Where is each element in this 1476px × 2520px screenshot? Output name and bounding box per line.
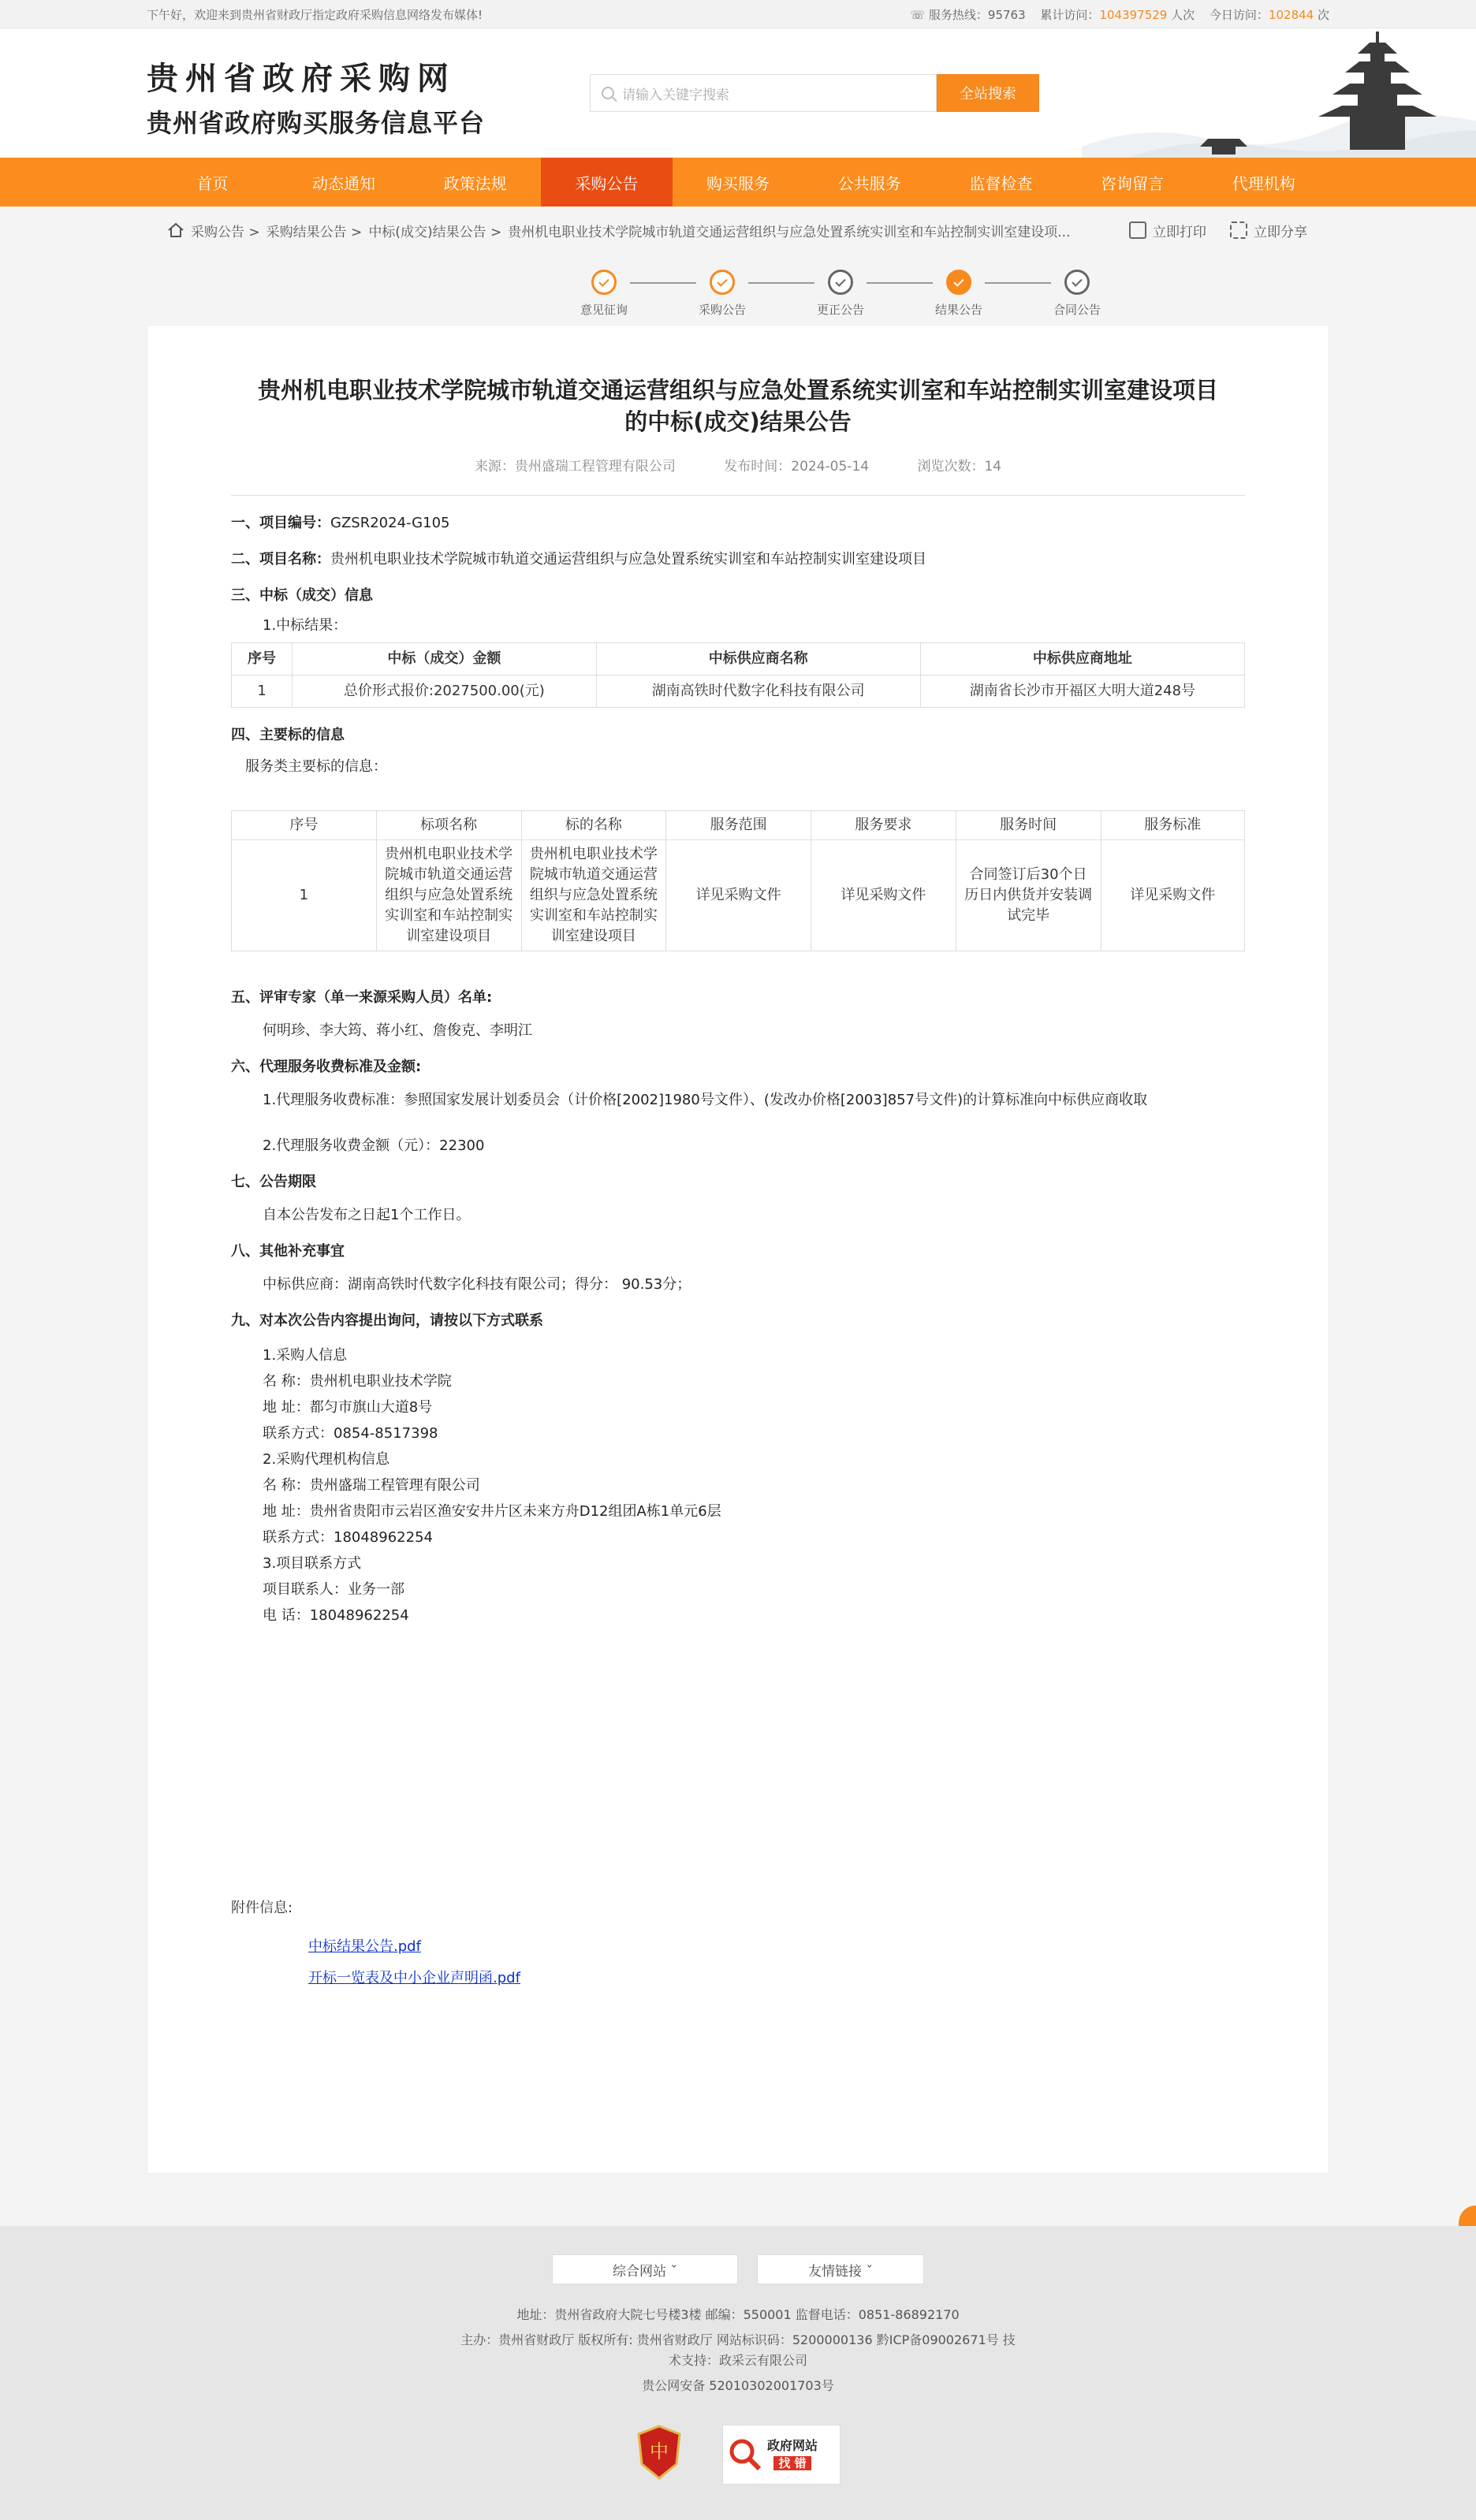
top-bar bbox=[0, 0, 1476, 28]
contact-line: 名 称：贵州机电职业技术学院 bbox=[263, 1373, 452, 1390]
footer-tech-support: 术支持：政采云有限公司 bbox=[668, 2353, 807, 2368]
article-body bbox=[231, 512, 1245, 1629]
expert-list: 何明珍、李大筠、蒋小红、詹俊克、李明江 bbox=[263, 1022, 532, 1039]
friendly-links-dropdown[interactable]: 友情链接 ˇ bbox=[757, 2254, 924, 2284]
main-nav bbox=[0, 158, 1476, 207]
table-cell: 详见采购文件 bbox=[666, 840, 811, 951]
table-cell: 1 bbox=[232, 840, 377, 951]
footer-security-record: 贵公网安备 52010302001703号 bbox=[642, 2378, 834, 2393]
search-icon bbox=[602, 87, 614, 99]
step-4[interactable] bbox=[1038, 270, 1116, 318]
total-visits-label: 累计访问： bbox=[1040, 7, 1100, 22]
table-header-cell: 序号 bbox=[232, 643, 293, 676]
table-cell: 详见采购文件 bbox=[811, 840, 956, 951]
attachment-link-bid-list[interactable]: 开标一览表及中小企业声明函.pdf bbox=[308, 1970, 520, 1986]
total-visits-value: 104397529 bbox=[1099, 7, 1168, 22]
table-cell: 详见采购文件 bbox=[1101, 840, 1245, 951]
qrcode-icon bbox=[1230, 221, 1247, 239]
service-items-label: 服务类主要标的信息： bbox=[245, 758, 387, 775]
breadcrumb-item-results[interactable]: 采购结果公告 > bbox=[266, 224, 363, 240]
phone-icon: ☏ bbox=[910, 7, 926, 22]
section-1-heading: 一、项目编号： bbox=[231, 515, 330, 531]
table-cell: 标项名称 bbox=[376, 811, 521, 840]
printer-icon bbox=[1129, 221, 1146, 239]
search-placeholder: 请输入关键字搜索 bbox=[622, 87, 729, 103]
breadcrumb-item-announcements[interactable]: 采购公告 > bbox=[191, 224, 260, 240]
nav-item-6[interactable]: 监督检查 bbox=[969, 173, 1033, 193]
section-8-heading: 八、其他补充事宜 bbox=[231, 1243, 345, 1260]
contact-info bbox=[231, 1342, 1245, 1629]
supplementary-info: 中标供应商：湖南高铁时代数字化科技有限公司；得分： 90.53分； bbox=[263, 1276, 691, 1293]
logo-subtitle: 贵州省政府购买服务信息平台 bbox=[147, 108, 486, 138]
project-number: GZSR2024-G105 bbox=[330, 515, 450, 531]
notice-period: 自本公告发布之日起1个工作日。 bbox=[263, 1207, 471, 1223]
table-header-cell: 中标供应商地址 bbox=[920, 643, 1244, 676]
print-button[interactable] bbox=[1129, 221, 1206, 240]
share-label: 立即分享 bbox=[1254, 224, 1307, 240]
check-icon bbox=[828, 270, 853, 295]
article-title: 贵州机电职业技术学院城市轨道交通运营组织与应急处置系统实训室和车站控制实训室建设项目的中标(成交)结果公告 bbox=[257, 377, 1218, 435]
footer-sponsor: 主办：贵州省财政厅 版权所有: 贵州省财政厅 网站标识码：5200000136 黔ICP备09002671号 技 bbox=[460, 2332, 1016, 2347]
hotline-value: 95763 bbox=[987, 7, 1026, 22]
attachment-link-result[interactable]: 中标结果公告.pdf bbox=[308, 1938, 421, 1955]
table-header-cell: 中标供应商名称 bbox=[596, 643, 920, 676]
breadcrumb bbox=[147, 207, 1329, 254]
today-visits-unit: 次 bbox=[1317, 7, 1329, 22]
step-label: 意见征询 bbox=[580, 303, 628, 317]
breadcrumb-item-award-results[interactable]: 中标(成交)结果公告 > bbox=[368, 224, 502, 240]
hotline-label: 服务热线： bbox=[928, 7, 988, 22]
step-label: 结果公告 bbox=[934, 303, 982, 317]
table-cell: 1 bbox=[232, 676, 293, 708]
nav-item-1[interactable]: 动态通知 bbox=[312, 173, 375, 193]
contact-line: 1.采购人信息 bbox=[263, 1347, 348, 1364]
table-cell: 湖南省长沙市开福区大明大道248号 bbox=[920, 676, 1244, 708]
contact-line: 联系方式：18048962254 bbox=[263, 1529, 433, 1546]
total-visits-unit: 人次 bbox=[1171, 7, 1195, 22]
table-cell: 标的名称 bbox=[521, 811, 666, 840]
contact-line: 名 称：贵州盛瑞工程管理有限公司 bbox=[263, 1477, 480, 1494]
table-cell: 服务时间 bbox=[956, 811, 1101, 840]
check-icon bbox=[1064, 270, 1090, 295]
table-header-cell: 中标（成交）金额 bbox=[293, 643, 597, 676]
nav-item-3[interactable]: 采购公告 bbox=[541, 158, 673, 207]
nav-item-4[interactable]: 购买服务 bbox=[706, 173, 770, 193]
check-icon bbox=[710, 270, 735, 295]
table-cell: 湖南高铁时代数字化科技有限公司 bbox=[596, 676, 920, 708]
check-icon bbox=[946, 270, 971, 295]
service-items-table bbox=[231, 810, 1245, 951]
print-label: 立即打印 bbox=[1153, 224, 1206, 240]
search-bar bbox=[590, 74, 1039, 112]
home-icon[interactable] bbox=[167, 222, 184, 238]
table-cell: 贵州机电职业技术学院城市轨道交通运营组织与应急处置系统实训室和车站控制实训室建设项目 bbox=[376, 840, 521, 951]
section-6-heading: 六、代理服务收费标准及金额: bbox=[231, 1059, 422, 1075]
award-table bbox=[231, 642, 1245, 708]
table-cell: 服务范围 bbox=[666, 811, 811, 840]
table-cell: 服务标准 bbox=[1101, 811, 1245, 840]
badge-title: 政府网站 bbox=[767, 2438, 818, 2453]
logo-title: 贵州省政府采购网 bbox=[147, 60, 456, 97]
table-cell: 贵州机电职业技术学院城市轨道交通运营组织与应急处置系统实训室和车站控制实训室建设项目 bbox=[521, 840, 666, 951]
section-4-heading: 四、主要标的信息 bbox=[231, 727, 345, 743]
site-header bbox=[0, 28, 1476, 158]
contact-line: 3.项目联系方式 bbox=[263, 1555, 362, 1572]
step-0[interactable] bbox=[565, 270, 643, 318]
step-2[interactable] bbox=[801, 270, 880, 318]
greeting-text: 下午好，欢迎来到贵州省财政厅指定政府采购信息网络发布媒体! bbox=[147, 7, 483, 22]
site-logo[interactable] bbox=[147, 54, 485, 140]
step-3[interactable] bbox=[919, 270, 998, 318]
search-input[interactable] bbox=[590, 74, 937, 112]
party-gov-badge-icon[interactable] bbox=[636, 2425, 683, 2480]
step-label: 合同公告 bbox=[1053, 303, 1101, 317]
article-card bbox=[147, 325, 1329, 2174]
table-cell: 服务要求 bbox=[811, 811, 956, 840]
site-stats bbox=[899, 6, 1329, 23]
step-1[interactable] bbox=[683, 270, 762, 318]
nav-item-7[interactable]: 咨询留言 bbox=[1101, 173, 1165, 193]
nav-item-5[interactable]: 公共服务 bbox=[837, 173, 901, 193]
article-views: 浏览次数：14 bbox=[917, 459, 1002, 475]
table-cell: 总价形式报价:2027500.00(元) bbox=[293, 676, 597, 708]
table-cell: 序号 bbox=[232, 811, 377, 840]
nav-item-2[interactable]: 政策法规 bbox=[443, 173, 507, 193]
contact-line: 地 址：都匀市旗山大道8号 bbox=[263, 1399, 433, 1416]
gov-site-error-report-badge[interactable] bbox=[722, 2425, 840, 2485]
contact-line: 联系方式：0854-8517398 bbox=[263, 1425, 438, 1442]
pavilion-illustration bbox=[1082, 28, 1476, 158]
badge-subtitle: 找 错 bbox=[773, 2456, 811, 2470]
contact-line: 电 话：18048962254 bbox=[263, 1607, 409, 1624]
step-label: 更正公告 bbox=[816, 303, 864, 317]
fee-standard: 1.代理服务收费标准：参照国家发展计划委员会（计价格[2002]1980号文件）、(发改办价格[2003]857号文件)的计算标准向中标供应商收取 bbox=[263, 1092, 1148, 1108]
article-meta bbox=[231, 455, 1245, 496]
section-2-heading: 二、项目名称： bbox=[231, 551, 330, 568]
site-search-button[interactable]: 全站搜索 bbox=[937, 74, 1039, 112]
attachments-label: 附件信息: bbox=[231, 1900, 293, 1916]
table-cell: 合同签订后30个日历日内供货并安装调试完毕 bbox=[956, 840, 1101, 951]
breadcrumb-current: 贵州机电职业技术学院城市轨道交通运营组织与应急处置系统实训室和车站控制实训室建设项... bbox=[508, 224, 1071, 240]
today-visits-label: 今日访问： bbox=[1209, 7, 1269, 22]
project-name: 贵州机电职业技术学院城市轨道交通运营组织与应急处置系统实训室和车站控制实训室建设项目 bbox=[330, 551, 926, 568]
nav-item-8[interactable]: 代理机构 bbox=[1232, 173, 1295, 193]
section-7-heading: 七、公告期限 bbox=[231, 1174, 316, 1190]
award-result-label: 1.中标结果： bbox=[263, 617, 348, 634]
check-icon bbox=[591, 270, 617, 295]
section-9-heading: 九、对本次公告内容提出询问，请按以下方式联系 bbox=[231, 1312, 543, 1329]
section-5-heading: 五、评审专家（单一来源采购人员）名单: bbox=[231, 989, 493, 1006]
svg-text:中: 中 bbox=[650, 2440, 669, 2462]
footer-address: 地址：贵州省政府大院七号楼3楼 邮编：550001 监督电话：0851-86892170 bbox=[516, 2307, 960, 2322]
step-label: 采购公告 bbox=[698, 303, 746, 317]
nav-item-0[interactable]: 首页 bbox=[196, 173, 229, 193]
contact-line: 项目联系人：业务一部 bbox=[263, 1581, 404, 1598]
share-button[interactable] bbox=[1230, 221, 1307, 240]
today-visits-value: 102844 bbox=[1268, 7, 1314, 22]
contact-line: 地 址：贵州省贵阳市云岩区渔安安井片区未来方舟D12组团A栋1单元6层 bbox=[263, 1503, 721, 1520]
process-steps bbox=[147, 254, 1329, 325]
site-footer bbox=[0, 2226, 1476, 2520]
article-date: 发布时间：2024-05-14 bbox=[724, 459, 870, 475]
magnifier-icon bbox=[728, 2437, 762, 2472]
attachments bbox=[231, 1897, 1245, 1994]
fee-amount: 2.代理服务收费金额（元）：22300 bbox=[263, 1137, 485, 1154]
contact-line: 2.采购代理机构信息 bbox=[263, 1451, 390, 1468]
related-sites-dropdown[interactable]: 综合网站 ˇ bbox=[552, 2254, 738, 2284]
article-source: 来源：贵州盛瑞工程管理有限公司 bbox=[474, 459, 676, 475]
section-3-heading: 三、中标（成交）信息 bbox=[231, 587, 373, 604]
